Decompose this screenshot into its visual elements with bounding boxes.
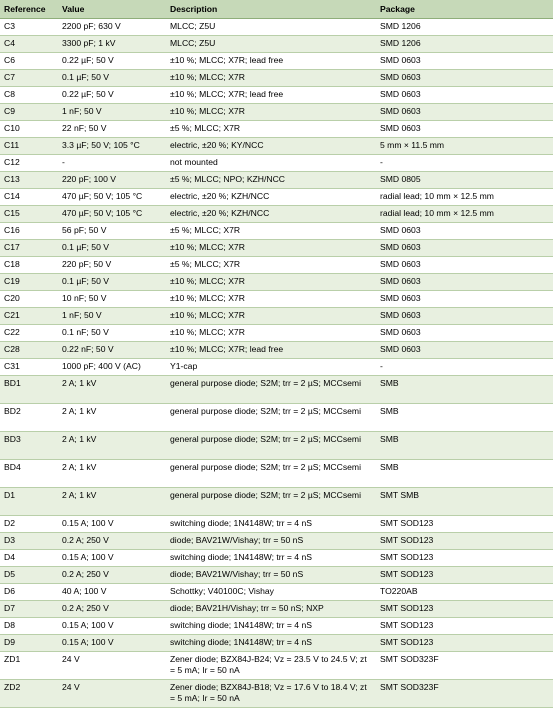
cell-description: electric, ±20 %; KY/NCC (166, 138, 376, 155)
table-row (0, 240, 553, 257)
cell-value: 0.2 A; 250 V (58, 601, 166, 618)
table-row (0, 376, 553, 404)
cell-package: SMD 0603 (376, 240, 553, 257)
cell-package: SMD 0603 (376, 325, 553, 342)
table-row (0, 432, 553, 460)
table-row (0, 206, 553, 223)
cell-reference: ZD1 (0, 652, 58, 680)
cell-value: 2 A; 1 kV (58, 488, 166, 516)
cell-value: 0.22 µF; 50 V (58, 53, 166, 70)
table-row (0, 533, 553, 550)
cell-reference: C22 (0, 325, 58, 342)
cell-reference: C3 (0, 19, 58, 36)
table-row (0, 404, 553, 432)
cell-description: MLCC; Z5U (166, 36, 376, 53)
cell-package: SMB (376, 376, 553, 404)
cell-reference: BD4 (0, 460, 58, 488)
cell-package: SMD 0603 (376, 342, 553, 359)
cell-reference: D9 (0, 635, 58, 652)
cell-value: 24 V (58, 652, 166, 680)
table-row (0, 618, 553, 635)
table-row (0, 550, 553, 567)
cell-reference: D7 (0, 601, 58, 618)
cell-description: Zener diode; BZX84J-B24; Vz = 23.5 V to 24.5 V; zt = 5 mA; Ir = 50 nA (166, 652, 376, 680)
cell-package: SMT SOD123 (376, 550, 553, 567)
cell-package: SMT SOD123 (376, 635, 553, 652)
cell-description: electric, ±20 %; KZH/NCC (166, 206, 376, 223)
cell-value: 0.15 A; 100 V (58, 550, 166, 567)
cell-reference: C7 (0, 70, 58, 87)
table-row (0, 274, 553, 291)
cell-description: diode; BAV21H/Vishay; trr = 50 nS; NXP (166, 601, 376, 618)
cell-description: not mounted (166, 155, 376, 172)
cell-value: 56 pF; 50 V (58, 223, 166, 240)
table-row (0, 342, 553, 359)
cell-value: 10 nF; 50 V (58, 291, 166, 308)
cell-reference: C6 (0, 53, 58, 70)
cell-package: SMD 0603 (376, 308, 553, 325)
cell-reference: C19 (0, 274, 58, 291)
cell-reference: ZD2 (0, 680, 58, 708)
cell-value: 0.22 nF; 50 V (58, 342, 166, 359)
table-row (0, 104, 553, 121)
table-row (0, 19, 553, 36)
cell-reference: BD1 (0, 376, 58, 404)
cell-description: ±10 %; MLCC; X7R (166, 308, 376, 325)
cell-description: Schottky; V40100C; Vishay (166, 584, 376, 601)
cell-description: general purpose diode; S2M; trr = 2 µS; MCCsemi (166, 432, 376, 460)
cell-package: SMT SOD123 (376, 601, 553, 618)
cell-reference: D8 (0, 618, 58, 635)
table-row (0, 488, 553, 516)
cell-description: ±10 %; MLCC; X7R (166, 274, 376, 291)
cell-reference: BD3 (0, 432, 58, 460)
cell-value: 0.15 A; 100 V (58, 635, 166, 652)
cell-reference: D4 (0, 550, 58, 567)
cell-package: - (376, 155, 553, 172)
cell-description: ±5 %; MLCC; X7R (166, 121, 376, 138)
cell-reference: D5 (0, 567, 58, 584)
cell-description: switching diode; 1N4148W; trr = 4 nS (166, 516, 376, 533)
cell-description: general purpose diode; S2M; trr = 2 µS; MCCsemi (166, 488, 376, 516)
cell-description: electric, ±20 %; KZH/NCC (166, 189, 376, 206)
cell-package: SMT SOD123 (376, 618, 553, 635)
table-row (0, 138, 553, 155)
table-row (0, 460, 553, 488)
cell-package: SMT SOD323F (376, 652, 553, 680)
cell-description: ±5 %; MLCC; X7R (166, 257, 376, 274)
cell-package: radial lead; 10 mm × 12.5 mm (376, 189, 553, 206)
table-row (0, 172, 553, 189)
table-row (0, 223, 553, 240)
cell-value: - (58, 155, 166, 172)
cell-package: SMT SOD123 (376, 533, 553, 550)
cell-package: SMD 0603 (376, 257, 553, 274)
table-row (0, 53, 553, 70)
cell-package: SMD 0603 (376, 87, 553, 104)
cell-reference: C20 (0, 291, 58, 308)
table-row (0, 635, 553, 652)
cell-value: 0.15 A; 100 V (58, 516, 166, 533)
table-row (0, 257, 553, 274)
cell-value: 2 A; 1 kV (58, 404, 166, 432)
cell-value: 220 pF; 50 V (58, 257, 166, 274)
cell-reference: BD2 (0, 404, 58, 432)
cell-reference: D1 (0, 488, 58, 516)
cell-value: 0.1 nF; 50 V (58, 325, 166, 342)
cell-package: SMB (376, 432, 553, 460)
cell-description: ±10 %; MLCC; X7R (166, 240, 376, 257)
cell-package: 5 mm × 11.5 mm (376, 138, 553, 155)
cell-description: ±5 %; MLCC; NPO; KZH/NCC (166, 172, 376, 189)
cell-description: ±10 %; MLCC; X7R (166, 325, 376, 342)
cell-description: MLCC; Z5U (166, 19, 376, 36)
header-package: Package (376, 0, 553, 19)
cell-value: 0.22 µF; 50 V (58, 87, 166, 104)
table-row (0, 325, 553, 342)
table-row (0, 308, 553, 325)
cell-reference: C14 (0, 189, 58, 206)
cell-reference: C28 (0, 342, 58, 359)
cell-value: 0.1 µF; 50 V (58, 240, 166, 257)
cell-reference: C9 (0, 104, 58, 121)
cell-package: SMD 1206 (376, 19, 553, 36)
cell-value: 2 A; 1 kV (58, 376, 166, 404)
cell-package: radial lead; 10 mm × 12.5 mm (376, 206, 553, 223)
cell-reference: C13 (0, 172, 58, 189)
cell-description: general purpose diode; S2M; trr = 2 µS; MCCsemi (166, 404, 376, 432)
cell-value: 0.1 µF; 50 V (58, 70, 166, 87)
cell-package: SMD 1206 (376, 36, 553, 53)
cell-package: - (376, 359, 553, 376)
cell-value: 1 nF; 50 V (58, 308, 166, 325)
cell-package: SMD 0805 (376, 172, 553, 189)
cell-value: 470 µF; 50 V; 105 °C (58, 189, 166, 206)
cell-value: 0.1 µF; 50 V (58, 274, 166, 291)
cell-description: switching diode; 1N4148W; trr = 4 nS (166, 550, 376, 567)
table-row (0, 155, 553, 172)
cell-package: SMT SMB (376, 488, 553, 516)
table-row (0, 36, 553, 53)
cell-reference: C21 (0, 308, 58, 325)
cell-package: SMD 0603 (376, 53, 553, 70)
cell-reference: D2 (0, 516, 58, 533)
cell-reference: C18 (0, 257, 58, 274)
cell-description: ±10 %; MLCC; X7R (166, 291, 376, 308)
cell-description: general purpose diode; S2M; trr = 2 µS; MCCsemi (166, 376, 376, 404)
table-row (0, 567, 553, 584)
table-row (0, 121, 553, 138)
table-row (0, 601, 553, 618)
cell-description: diode; BAV21W/Vishay; trr = 50 nS (166, 533, 376, 550)
header-description: Description (166, 0, 376, 19)
cell-value: 2 A; 1 kV (58, 460, 166, 488)
table-row (0, 87, 553, 104)
cell-value: 470 µF; 50 V; 105 °C (58, 206, 166, 223)
cell-reference: C10 (0, 121, 58, 138)
cell-reference: C11 (0, 138, 58, 155)
cell-reference: C4 (0, 36, 58, 53)
cell-reference: D3 (0, 533, 58, 550)
cell-value: 0.2 A; 250 V (58, 567, 166, 584)
cell-reference: C15 (0, 206, 58, 223)
cell-description: ±10 %; MLCC; X7R; lead free (166, 53, 376, 70)
cell-value: 22 nF; 50 V (58, 121, 166, 138)
cell-value: 3300 pF; 1 kV (58, 36, 166, 53)
cell-package: SMD 0603 (376, 121, 553, 138)
table-row (0, 516, 553, 533)
cell-reference: C17 (0, 240, 58, 257)
cell-package: SMT SOD323F (376, 680, 553, 708)
cell-description: ±10 %; MLCC; X7R; lead free (166, 87, 376, 104)
cell-value: 2200 pF; 630 V (58, 19, 166, 36)
cell-package: SMB (376, 460, 553, 488)
table-row (0, 584, 553, 601)
cell-description: Zener diode; BZX84J-B18; Vz = 17.6 V to 18.4 V; zt = 5 mA; Ir = 50 nA (166, 680, 376, 708)
cell-package: SMD 0603 (376, 70, 553, 87)
table-row (0, 652, 553, 680)
cell-package: SMD 0603 (376, 274, 553, 291)
cell-value: 40 A; 100 V (58, 584, 166, 601)
header-reference: Reference (0, 0, 58, 19)
cell-value: 0.15 A; 100 V (58, 618, 166, 635)
cell-reference: C31 (0, 359, 58, 376)
cell-value: 3.3 µF; 50 V; 105 °C (58, 138, 166, 155)
cell-value: 1 nF; 50 V (58, 104, 166, 121)
header-row (0, 0, 553, 19)
cell-description: switching diode; 1N4148W; trr = 4 nS (166, 635, 376, 652)
cell-description: switching diode; 1N4148W; trr = 4 nS (166, 618, 376, 635)
cell-package: SMT SOD123 (376, 567, 553, 584)
cell-reference: D6 (0, 584, 58, 601)
cell-reference: C12 (0, 155, 58, 172)
cell-description: ±10 %; MLCC; X7R (166, 104, 376, 121)
cell-description: ±5 %; MLCC; X7R (166, 223, 376, 240)
cell-package: TO220AB (376, 584, 553, 601)
cell-description: ±10 %; MLCC; X7R; lead free (166, 342, 376, 359)
table-row (0, 291, 553, 308)
cell-description: Y1-cap (166, 359, 376, 376)
cell-reference: C16 (0, 223, 58, 240)
table-row (0, 359, 553, 376)
cell-description: general purpose diode; S2M; trr = 2 µS; MCCsemi (166, 460, 376, 488)
cell-package: SMD 0603 (376, 291, 553, 308)
cell-package: SMD 0603 (376, 104, 553, 121)
table-row (0, 70, 553, 87)
cell-value: 0.2 A; 250 V (58, 533, 166, 550)
cell-value: 220 pF; 100 V (58, 172, 166, 189)
cell-package: SMB (376, 404, 553, 432)
cell-package: SMT SOD123 (376, 516, 553, 533)
table-row (0, 680, 553, 708)
cell-reference: C8 (0, 87, 58, 104)
cell-value: 2 A; 1 kV (58, 432, 166, 460)
cell-description: diode; BAV21W/Vishay; trr = 50 nS (166, 567, 376, 584)
cell-description: ±10 %; MLCC; X7R (166, 70, 376, 87)
cell-value: 24 V (58, 680, 166, 708)
cell-value: 1000 pF; 400 V (AC) (58, 359, 166, 376)
table-row (0, 189, 553, 206)
cell-package: SMD 0603 (376, 223, 553, 240)
header-value: Value (58, 0, 166, 19)
